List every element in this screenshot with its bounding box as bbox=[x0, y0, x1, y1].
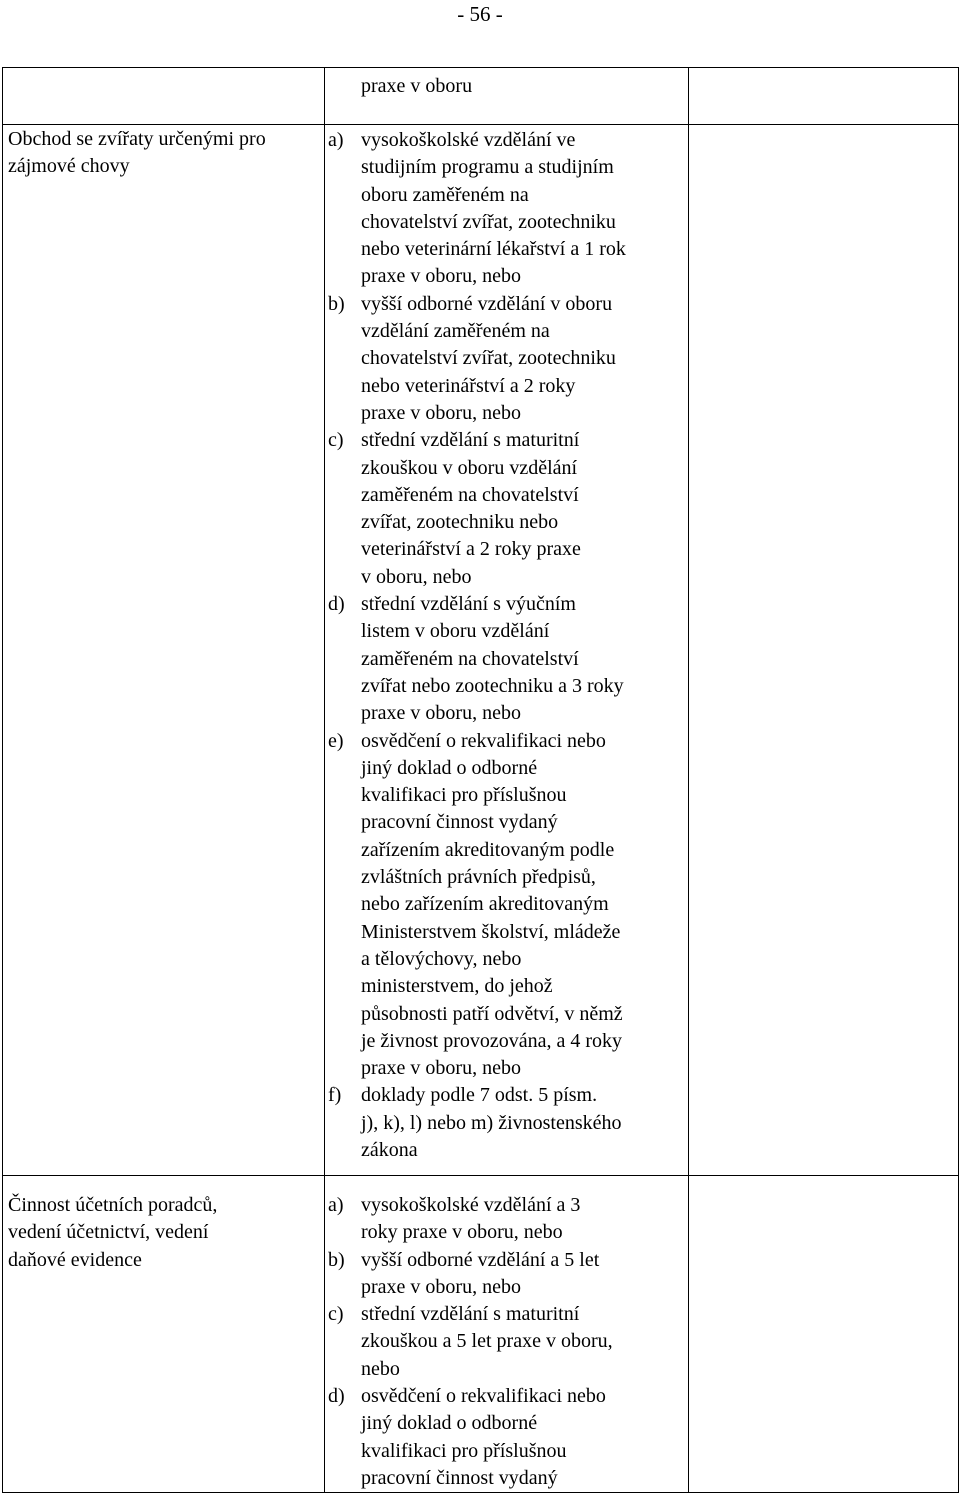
list-item-text bbox=[361, 291, 688, 427]
list-item-line: působnosti patří odvětví, v němž bbox=[361, 1002, 623, 1025]
list-item-line: střední vzdělání s maturitní bbox=[361, 1303, 580, 1326]
list-item bbox=[325, 1247, 688, 1302]
list-item-line: je živnost provozována, a 4 roky bbox=[361, 1029, 623, 1052]
table-row bbox=[3, 125, 959, 1176]
list-item-line: zařízením akreditovaným podle bbox=[361, 838, 615, 861]
list-item-line: chovatelství zvířat, zootechniku bbox=[361, 210, 616, 233]
list-item-line: pracovní činnost vydaný bbox=[361, 1466, 558, 1489]
table-row bbox=[3, 68, 959, 125]
list-item-line: chovatelství zvířat, zootechniku bbox=[361, 347, 616, 370]
list-item-text bbox=[361, 591, 688, 727]
activity-line: Obchod se zvířaty určenými pro bbox=[8, 128, 266, 150]
list-item-line: vzdělání zaměřeném na bbox=[361, 320, 550, 343]
activity-line: Činnost účetních poradců, bbox=[8, 1194, 218, 1216]
list-item-line: studijním programu a studijním bbox=[361, 156, 614, 179]
list-item-line: zkouškou v oboru vzdělání bbox=[361, 456, 578, 479]
activity-cell bbox=[3, 68, 325, 125]
list-item bbox=[325, 1383, 688, 1492]
list-item bbox=[325, 127, 688, 291]
list-item-line: jiný doklad o odborné bbox=[361, 1412, 538, 1435]
list-item-text bbox=[361, 1383, 688, 1492]
list-item-line: doklady podle 7 odst. 5 písm. bbox=[361, 1084, 598, 1107]
qualification-cell bbox=[325, 1176, 689, 1493]
continued-text: praxe v oboru bbox=[361, 75, 473, 97]
list-item-line: praxe v oboru, nebo bbox=[361, 1275, 521, 1298]
requirements-table bbox=[2, 67, 959, 1493]
list-item-line: veterinářství a 2 roky praxe bbox=[361, 538, 581, 561]
list-item-line: kvalifikaci pro příslušnou bbox=[361, 784, 567, 807]
list-item-line: praxe v oboru, nebo bbox=[361, 1057, 521, 1080]
list-item-line: nebo zařízením akreditovaným bbox=[361, 893, 609, 916]
list-item bbox=[325, 291, 688, 427]
list-item-line: roky praxe v oboru, nebo bbox=[361, 1221, 563, 1244]
list-item bbox=[325, 728, 688, 1083]
notes-cell bbox=[689, 68, 959, 125]
list-item-line: nebo bbox=[361, 1357, 400, 1380]
activity-line: zájmové chovy bbox=[8, 155, 130, 178]
list-item-line: praxe v oboru, nebo bbox=[361, 702, 521, 725]
activity-name bbox=[3, 125, 324, 181]
list-item-text bbox=[361, 1082, 688, 1164]
list-item-marker: f) bbox=[328, 1084, 342, 1107]
list-item bbox=[325, 591, 688, 727]
list-item-line: kvalifikaci pro příslušnou bbox=[361, 1439, 567, 1462]
list-item-line: vysokoškolské vzdělání ve bbox=[361, 129, 576, 151]
list-item-line: nebo veterinární lékařství a 1 rok bbox=[361, 238, 626, 261]
list-item bbox=[325, 1301, 688, 1383]
qualification-list bbox=[325, 1176, 688, 1492]
list-item-line: jiný doklad o odborné bbox=[361, 756, 538, 779]
list-item-line: zvláštních právních předpisů, bbox=[361, 866, 596, 889]
list-item-marker: d) bbox=[328, 593, 345, 616]
list-item-text bbox=[361, 1301, 688, 1383]
qualification-cell bbox=[325, 125, 689, 1176]
qualification-list bbox=[325, 125, 688, 1164]
list-item-marker: a) bbox=[328, 1194, 344, 1216]
list-item-line: zvířat nebo zootechniku a 3 roky bbox=[361, 674, 624, 697]
list-item-marker: c) bbox=[328, 1303, 344, 1326]
activity-line: daňové evidence bbox=[8, 1248, 142, 1271]
list-item-text bbox=[361, 127, 688, 291]
list-item-line: praxe v oboru, nebo bbox=[361, 401, 521, 424]
list-item-text bbox=[361, 1192, 688, 1247]
list-item-marker: b) bbox=[328, 1248, 345, 1271]
notes-cell bbox=[689, 125, 959, 1176]
list-item-line: a tělovýchovy, nebo bbox=[361, 947, 522, 970]
list-item-line: ministerstvem, do jehož bbox=[361, 975, 553, 998]
qualification-cell bbox=[325, 68, 689, 125]
list-item-line: zákona bbox=[361, 1138, 418, 1161]
list-item-text bbox=[361, 728, 688, 1083]
list-item bbox=[325, 1082, 688, 1164]
list-item-line: vyšší odborné vzdělání v oboru bbox=[361, 292, 613, 315]
list-item-marker: b) bbox=[328, 292, 345, 315]
list-item-line: zkouškou a 5 let praxe v oboru, bbox=[361, 1330, 613, 1353]
list-item-marker: d) bbox=[328, 1385, 345, 1408]
table-row bbox=[3, 1176, 959, 1493]
activity-name bbox=[3, 1176, 324, 1274]
list-item-line: vysokoškolské vzdělání a 3 bbox=[361, 1194, 581, 1216]
list-item-line: střední vzdělání s maturitní bbox=[361, 429, 580, 452]
list-item-marker: e) bbox=[328, 729, 344, 752]
list-item-marker: c) bbox=[328, 429, 344, 452]
list-item-line: oboru zaměřeném na bbox=[361, 183, 529, 206]
activity-line: vedení účetnictví, vedení bbox=[8, 1221, 209, 1244]
list-item-text bbox=[361, 1247, 688, 1302]
list-item-line: osvědčení o rekvalifikaci nebo bbox=[361, 1385, 606, 1408]
page-number: - 56 - bbox=[457, 2, 503, 26]
list-item-line: zaměřeném na chovatelství bbox=[361, 647, 579, 670]
list-item bbox=[325, 427, 688, 591]
list-item-line: střední vzdělání s výučním bbox=[361, 593, 576, 616]
activity-cell bbox=[3, 1176, 325, 1493]
list-item bbox=[325, 1192, 688, 1247]
list-item-line: osvědčení o rekvalifikaci nebo bbox=[361, 729, 606, 752]
activity-cell bbox=[3, 125, 325, 1176]
list-item-line: v oboru, nebo bbox=[361, 565, 472, 588]
list-item-marker: a) bbox=[328, 129, 344, 151]
list-item-text bbox=[361, 427, 688, 591]
list-item-line: nebo veterinářství a 2 roky bbox=[361, 374, 576, 397]
notes-cell bbox=[689, 1176, 959, 1493]
list-item-line: pracovní činnost vydaný bbox=[361, 811, 558, 834]
list-item-line: praxe v oboru, nebo bbox=[361, 265, 521, 288]
list-item-line: zaměřeném na chovatelství bbox=[361, 483, 579, 506]
list-item-line: listem v oboru vzdělání bbox=[361, 620, 550, 643]
list-item-line: j), k), l) nebo m) živnostenského bbox=[361, 1111, 622, 1134]
list-item-line: zvířat, zootechniku nebo bbox=[361, 511, 559, 534]
list-item-line: vyšší odborné vzdělání a 5 let bbox=[361, 1248, 600, 1271]
list-item-line: Ministerstvem školství, mládeže bbox=[361, 920, 621, 943]
